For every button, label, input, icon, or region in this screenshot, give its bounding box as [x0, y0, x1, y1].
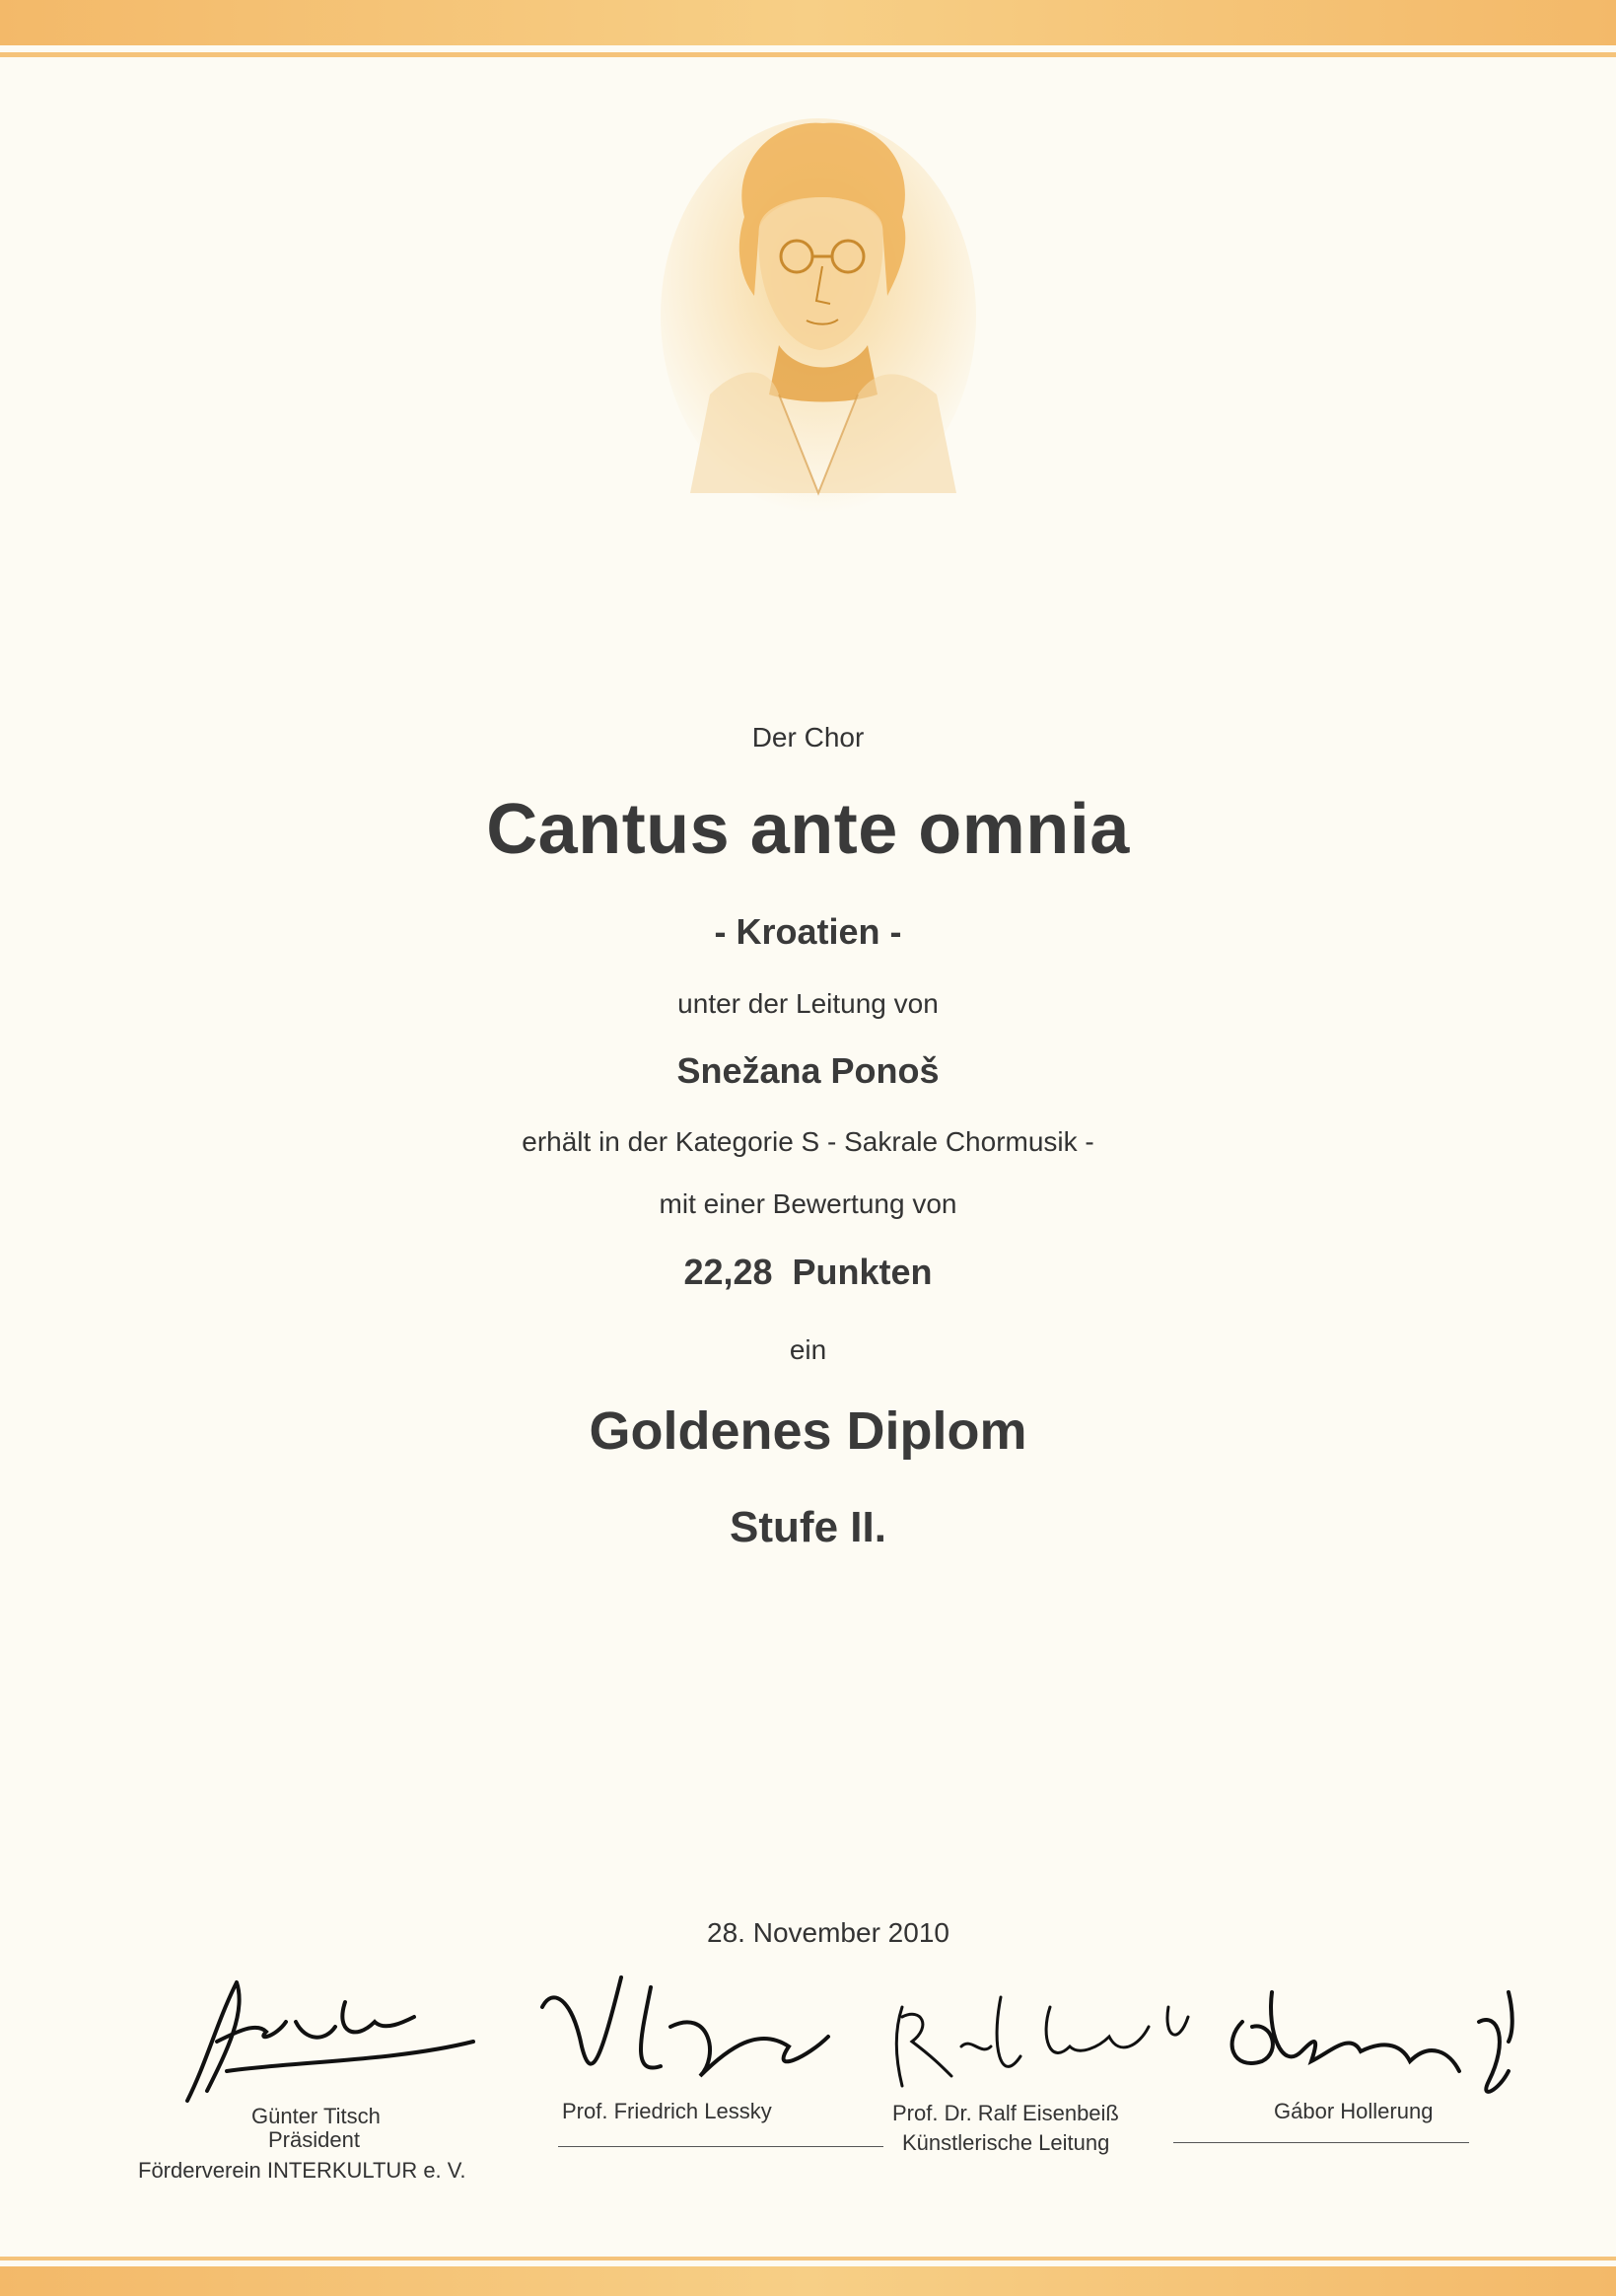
ein-text: ein — [789, 1334, 827, 1365]
signature-4 — [1213, 1982, 1528, 2111]
signature-2 — [532, 1968, 848, 2106]
choir-name: Cantus ante omnia — [486, 790, 1130, 869]
signatory-1-name: Günter Titsch — [251, 2104, 381, 2128]
intro-text: Der Chor — [751, 722, 865, 753]
issue-date: 28. November 2010 — [707, 1917, 949, 1948]
signature-line-4 — [1173, 2142, 1469, 2143]
signatory-3-name: Prof. Dr. Ralf Eisenbeiß — [892, 2101, 1119, 2125]
top-border — [0, 0, 1616, 45]
conductor-intro: unter der Leitung von — [677, 988, 939, 1019]
bottom-border — [0, 2266, 1616, 2296]
award-title: Goldenes Diplom — [589, 1401, 1027, 1461]
signature-line-2 — [558, 2146, 883, 2147]
signatory-2-name: Prof. Friedrich Lessky — [562, 2099, 772, 2123]
conductor-name: Snežana Ponoš — [676, 1050, 940, 1091]
category-line: erhält in der Kategorie S - Sakrale Chormusik - — [522, 1126, 1094, 1157]
points: 22,28 Punkten — [683, 1252, 933, 1292]
signatory-1-role: Präsident — [268, 2127, 360, 2152]
signatory-4-name: Gábor Hollerung — [1274, 2099, 1434, 2123]
signatory-1-org: Förderverein INTERKULTUR e. V. — [138, 2158, 466, 2183]
signatures — [0, 1963, 1616, 2219]
country: - Kroatien - — [714, 911, 902, 952]
signature-1 — [177, 1963, 493, 2111]
signature-3 — [882, 1987, 1198, 2096]
signatory-3-role: Künstlerische Leitung — [902, 2130, 1110, 2155]
rating-intro: mit einer Bewertung von — [659, 1188, 957, 1219]
composer-portrait — [651, 99, 986, 513]
award-level: Stufe II. — [730, 1503, 886, 1551]
